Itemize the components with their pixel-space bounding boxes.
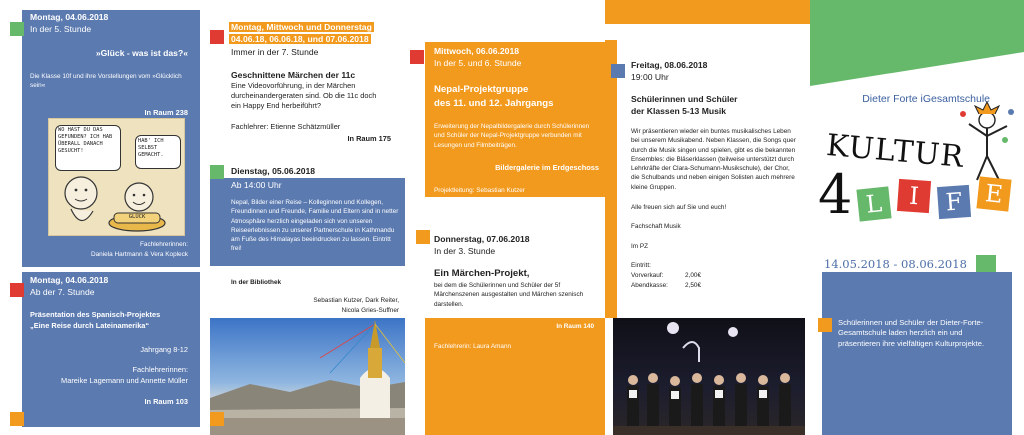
cover-intro: Schülerinnen und Schüler der Dieter-Forte-Gesamtschule laden herzlich ein und präsentieren ihre vielfältigen Kulturprojekte. (838, 318, 985, 348)
choir-illustration (613, 318, 805, 435)
event-time: Ab 14:00 Uhr (231, 180, 282, 190)
decor-square (611, 64, 625, 78)
event-room: In Raum 238 (144, 108, 188, 117)
logo-letter: F (937, 185, 971, 219)
comic-illustration (48, 118, 185, 236)
decor-square (10, 22, 24, 36)
event-description: Erweiterung der Nepalbildergalerie durch Schülerinnen und Schüler der Nepal-Projektgruppe verbunden mit Lesungen und Filmbeiträgen. (434, 123, 590, 149)
logo-life-letters (858, 176, 1018, 220)
event-block-maerchen (425, 318, 605, 435)
logo-letter: L (856, 186, 891, 221)
box-office-price: 2,50€ (685, 282, 701, 289)
event-dates-text: 04.06.18, 06.06.18, und 07.06.2018 (231, 34, 369, 44)
event-title: Geschnittene Märchen der 11c (231, 70, 356, 80)
event-subtitle: des 11. und 12. Jahrgangs (434, 98, 554, 109)
presale-price: 2,00€ (685, 272, 701, 279)
teachers-label: Fachlehrerinnen: (140, 241, 188, 248)
event-room: In Raum 175 (347, 134, 391, 143)
decor-square (210, 30, 224, 44)
stupa-illustration (210, 318, 405, 435)
event-description: Eine Videovorführung, in der Märchen durcheinandergeraten sind. Ob die 11c doch ein Happy End herbeiführt? (231, 81, 377, 110)
event-subtitle: „Eine Reise durch Lateinamerika“ (30, 321, 150, 330)
event-days-text: Montag, Mittwoch und Donnerstag (231, 22, 372, 32)
organizers: Sebastian Kutzer, Dark Reiter, (313, 297, 399, 304)
event-dates (229, 34, 407, 45)
speech-bubble-right-text: HAB' ICH SELBST GEMACHT. (138, 138, 164, 159)
cover-green-shape (810, 0, 1024, 90)
decor-square (10, 412, 24, 426)
presale-label: Vorverkauf: (631, 272, 664, 279)
speech-bubble-left-text: WO HAST DU DAS GEFUNDEN? ICH HAB ÜBERALL DANACH GESUCHT! (58, 127, 113, 155)
decor-square (416, 230, 430, 244)
comic-jar-label: GLÜCK (128, 214, 146, 220)
event-time: Immer in der 7. Stunde (231, 47, 319, 57)
event-description: Wir präsentieren wieder ein buntes musikalisches Leben bei unserem Musikabend. Neben Klassen, die Songs quer durch die Musik singen und spielen, gibt es die bekannten Ensembles: die Bläserklassen (teilweise unterstützt durch Lehrkräfte der Clara-Schumann-Musikschule), der Chor, die Schulbands und neben einigen Solisten auch mehrere kleine Gruppen. (631, 128, 796, 191)
event-date: Montag, 04.06.2018 (30, 12, 109, 22)
cover-intro-block (822, 272, 1012, 435)
panel-col2 (205, 0, 410, 435)
event-time: In der 5. und 6. Stunde (434, 58, 522, 68)
event-place: In der Bibliothek (231, 279, 282, 286)
teachers-names: Mareike Lagemann und Annette Müller (61, 376, 188, 385)
event-days (229, 22, 407, 33)
event-grade: Jahrgang 8-12 (140, 345, 188, 354)
logo-letter: I (897, 179, 931, 213)
decor-square (210, 412, 224, 426)
event-room: In Raum 140 (556, 323, 594, 330)
school-name: Dieter Forte iGesamtschule (862, 93, 990, 105)
event-title: Ein Märchen-Projekt, (434, 268, 530, 279)
decor-square (818, 318, 832, 332)
decor-square (410, 50, 424, 64)
cover-dates: 14.05.2018 - 08.06.2018 (824, 257, 967, 271)
box-office-label: Abendkasse: (631, 282, 668, 289)
teachers-names: Daniela Hartmann & Vera Kopleck (91, 251, 188, 258)
photo-stupa (210, 318, 405, 435)
event-time: In der 3. Stunde (434, 246, 496, 256)
logo-four: 4 (818, 163, 853, 226)
event-title: Schülerinnen und Schüler (631, 94, 738, 104)
event-title: Nepal-Projektgruppe (434, 84, 529, 95)
event-room: In Raum 103 (144, 397, 188, 406)
event-description: Die Klasse 10f und ihre Vorstellungen vom »Glücklich sein« (30, 73, 182, 90)
teacher: Fachlehrerin: Laura Amann (434, 343, 512, 350)
event-date: Donnerstag, 07.06.2018 (434, 234, 530, 244)
event-place: Bildergalerie im Erdgeschoss (495, 163, 599, 172)
teachers-label: Fachlehrerinnen: (132, 365, 188, 374)
photo-choir (613, 318, 805, 435)
entry-label: Eintritt: (631, 262, 651, 269)
panel-col4 (605, 0, 810, 435)
event-description: Nepal, Bilder einer Reise – Kolleginnen und Kollegen, Freundinnen und Freunde, Familie und Eltern sind in netter Atmosphäre herzlich eingeladen sich von unseren Reiseerlebnissen zu unserer Partnerschule in Kathmandu am Fuße des Himalayas beeindrucken zu lassen. Eintritt frei! (231, 199, 399, 253)
event-time: Ab der 7. Stunde (30, 287, 95, 297)
event-date: Freitag, 08.06.2018 (631, 60, 708, 70)
teacher: Fachlehrer: Etienne Schätzmüller (231, 122, 341, 131)
event-description: bei dem die Schülerinnen und Schüler der 5f Märchenszenen ausgestalten und Märchen szenisch darstellen. (434, 282, 584, 308)
decor-square (10, 283, 24, 297)
event-title: Präsentation des Spanisch-Projektes (30, 310, 161, 319)
event-title: »Glück - was ist das?« (95, 48, 188, 58)
event-date: Montag, 04.06.2018 (30, 275, 109, 285)
panel-cover (810, 0, 1024, 435)
event-time: 19:00 Uhr (631, 72, 669, 82)
panel-col3 (410, 0, 605, 435)
decor-square (210, 165, 224, 179)
logo-kultur: KULTUR (824, 128, 966, 175)
event-subtitle: der Klassen 5-13 Musik (631, 106, 727, 116)
event-time: In der 5. Stunde (30, 24, 92, 34)
event-date: Mittwoch, 06.06.2018 (434, 46, 520, 56)
project-lead: Projektleitung: Sebastian Kutzer (434, 187, 525, 194)
organizer: Fachschaft Musik (631, 223, 681, 230)
panel-col1 (0, 0, 205, 435)
event-place: Im PZ (631, 243, 649, 250)
logo-letter: E (976, 176, 1011, 211)
top-strip (605, 0, 810, 24)
event-date: Dienstag, 05.06.2018 (231, 166, 316, 176)
organizers: Nicola Gries-Suffner (341, 307, 399, 314)
event-invite: Alle freuen sich auf Sie und euch! (631, 204, 727, 211)
